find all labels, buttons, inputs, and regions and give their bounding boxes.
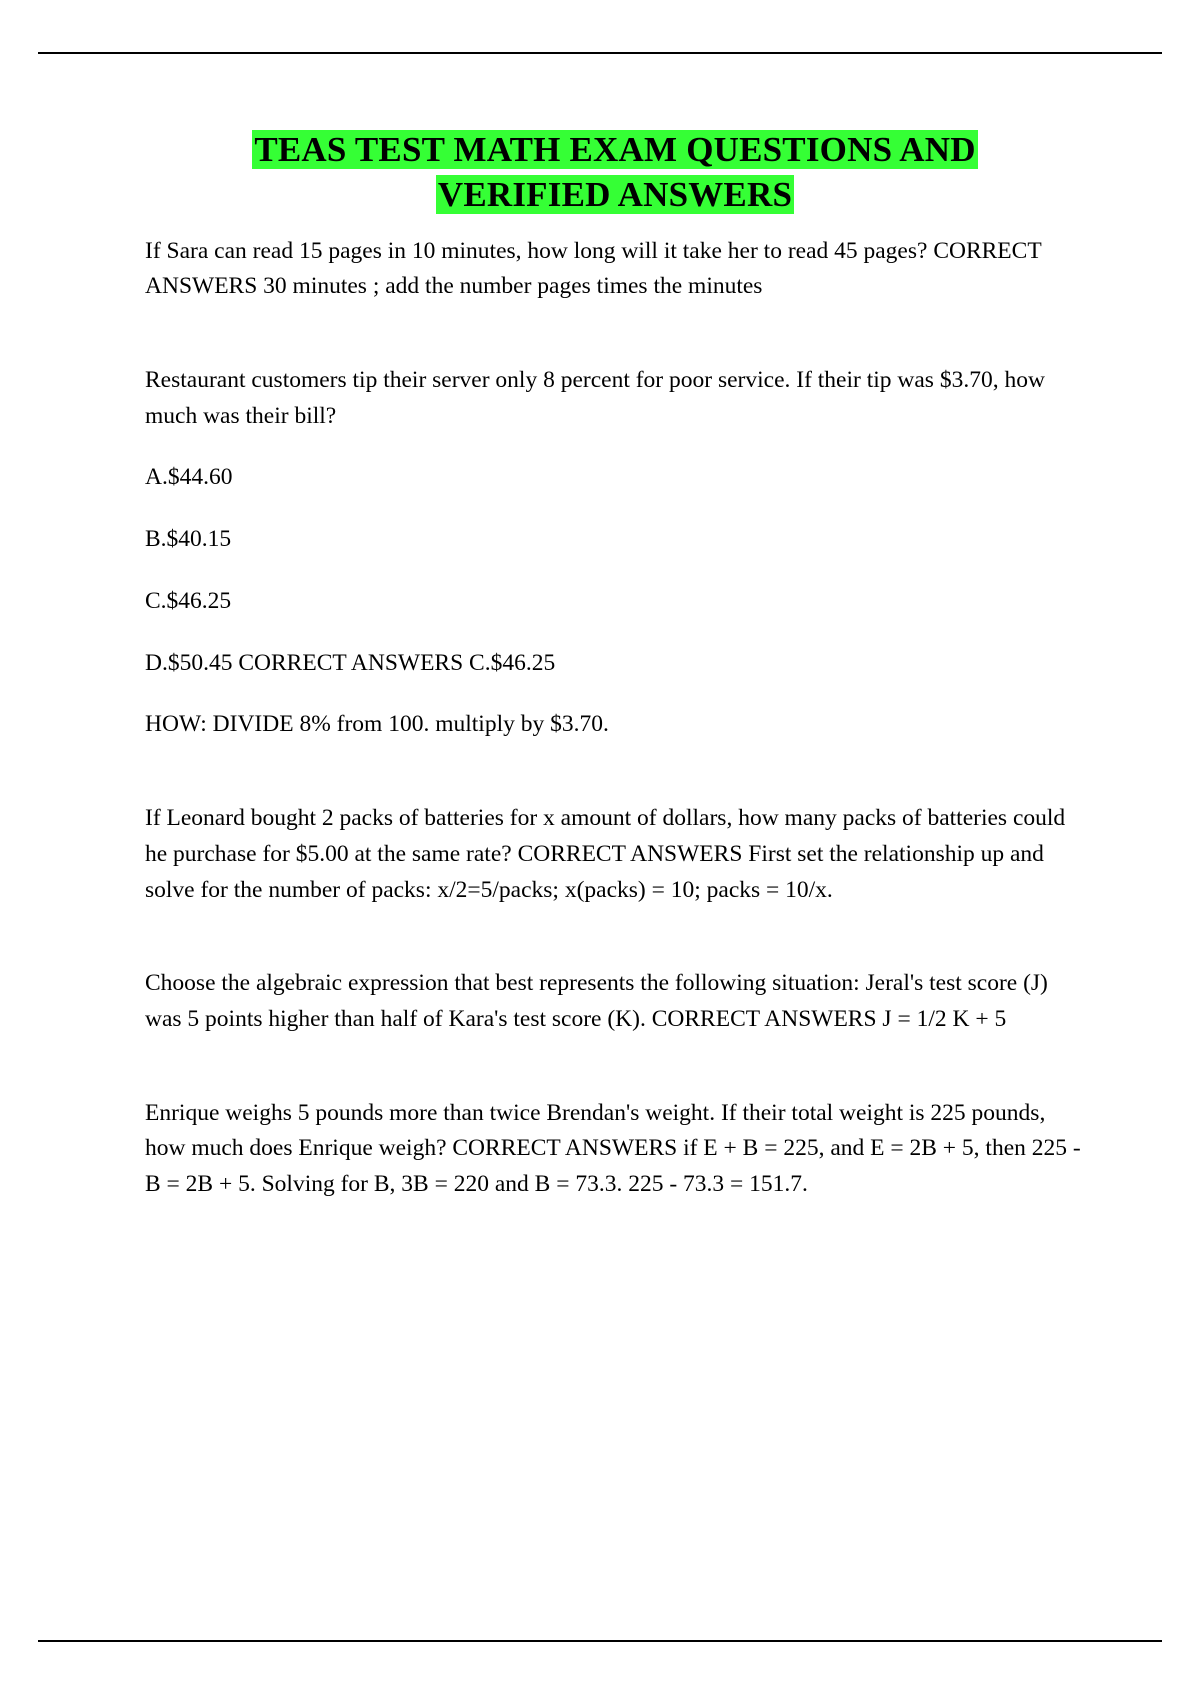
spacer (145, 305, 1085, 363)
page-title (145, 128, 1085, 218)
paragraph-q2-option-b: B.$40.15 (145, 526, 232, 553)
paragraph-q2-option-d: D.$50.45 CORRECT ANSWERS C.$46.25 (145, 649, 556, 676)
paragraph-q5: Enrique weighs 5 pounds more than twice Brendan's weight. If their total weight is 225 pounds, how much does Enrique weigh? CORRECT ANSWERS if E + B = 225, and E = 2B + 5, then 225 - B = 2B + 5. Solving for B, 3B = 220 and B = 73.3. 225 - 73.3 = 151.7. (145, 1099, 1081, 1198)
footer-divider-line (38, 1640, 1162, 1642)
spacer (145, 1038, 1085, 1096)
spacer (145, 434, 1085, 460)
paragraph-q2-option-a: A.$44.60 (145, 464, 233, 491)
page-title-line-1: TEAS TEST MATH EXAM QUESTIONS AND (254, 130, 976, 169)
paragraph-q2-stem: Restaurant customers tip their server only 8 percent for poor service. If their tip was $3.70, how much was their bill? (145, 367, 1045, 429)
page-title-line-2: VERIFIED ANSWERS (437, 174, 793, 214)
spacer (145, 496, 1085, 522)
spacer (145, 908, 1085, 966)
spacer (145, 620, 1085, 646)
spacer (145, 681, 1085, 707)
paragraph-q3: If Leonard bought 2 packs of batteries for x amount of dollars, how many packs of batteries could he purchase for $5.00 at the same rate? CORRECT ANSWERS First set the relationship up and solve for the number of packs: x/2=5/packs; x(packs) = 10; packs = 10/x. (145, 805, 1066, 903)
header-divider-line (38, 52, 1162, 54)
spacer (145, 743, 1085, 801)
document-content (145, 128, 1085, 1203)
paragraph-q1: If Sara can read 15 pages in 10 minutes, how long will it take her to read 45 pages? CORRECT ANSWERS 30 minutes ; add the number pages times the minutes (145, 237, 1042, 300)
paragraph-q4: Choose the algebraic expression that best represents the following situation: Jeral's test score (J) was 5 points higher than half of Kara's test score (K). CORRECT ANSWERS J = 1/2 K + 5 (145, 970, 1048, 1032)
paragraph-q2-option-c: C.$46.25 (145, 587, 232, 614)
paragraph-q2-how: HOW: DIVIDE 8% from 100. multiply by $3.70. (145, 711, 609, 738)
spacer (145, 558, 1085, 584)
